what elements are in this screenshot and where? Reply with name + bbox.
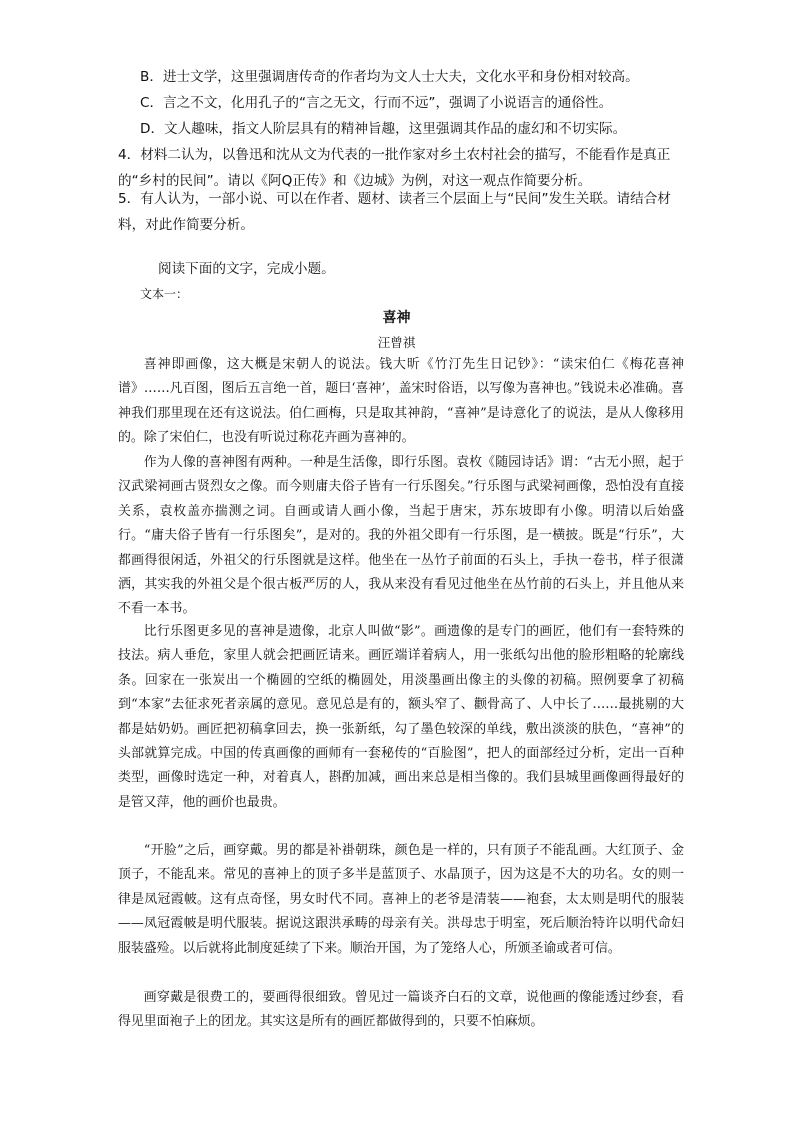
article-author: 汪曾祺 xyxy=(377,335,416,350)
paragraph-5: 画穿戴是很费工的，要画得很细致。曾见过一篇谈齐白石的文章，说他画的像能透过纱套，看得见里面袍子上的团龙。其实这是所有的画匠都做得到的，只要不怕麻烦。 xyxy=(118,990,684,1030)
paragraph-1: 喜神即画像，这大概是宋朝人的说法。钱大昕《竹汀先生日记钞》：“读宋伯仁《梅花喜神谱》……凡百图，图后五言绝一首，题曰‘喜神’，盖宋时俗语，以写像为喜神也。”钱说未必准确。喜神我们那里现在还有这说法。伯仁画梅，只是取其神韵，“喜神”是诗意化了的说法，是从人像移用的。除了宋伯仁，也没有听说过称花卉画为喜神的。 xyxy=(118,357,684,446)
option-d: D．文人趣味，指文人阶层具有的精神旨趣，这里强调其作品的虚幻和不切实际。 xyxy=(140,121,627,137)
option-b: B．进士文学，这里强调唐传奇的作者均为文人士大夫，文化水平和身份相对较高。 xyxy=(140,69,639,85)
question-5: 5．有人认为，一部小说、可以在作者、题材、读者三个层面上与“民间”发生关联。请结合材料，对此作简要分析。 xyxy=(118,191,671,233)
paragraph-3: 比行乐图更多见的喜神是遗像，北京人叫做“影”。画遗像的是专门的画匠，他们有一套特殊的技法。病人垂危，家里人就会把画匠请来。画匠端详着病人，用一张纸勾出他的脸形粗略的轮廓线条。回家在一张炭出一个椭圆的空纸的椭圆处，用淡墨画出像主的头像的初稿。照例要拿了初稿到“本家”去征求死者亲属的意见。意见总是有的，额头窄了、颧骨高了、人中长了……最挑剔的大都是姑奶奶。画匠把初稿拿回去，换一张新纸，勾了墨色较深的单线，敷出淡淡的肤色，“喜神”的头部就算完成。中国的传真画像的画师有一套秘传的“百脸图”，把人的面部经过分析，定出一百种类型，画像时选定一种，对着真人，斟酌加减，画出来总是相当像的。我们县城里画像画得最好的是管又萍，他的画价也最贵。 xyxy=(118,624,684,810)
section-label: 文本一： xyxy=(140,287,189,301)
article-title: 喜神 xyxy=(382,310,411,326)
question-4: 4．材料二认为，以鲁迅和沈从文为代表的一批作家对乡土农村社会的描写，不能看作是真正的“乡村的民间”。请以《阿Q正传》和《边城》为例，对这一观点作简要分析。 xyxy=(118,147,671,189)
reading-instruction: 阅读下面的文字，完成小题。 xyxy=(158,261,335,277)
paragraph-4: “开脸”之后，画穿戴。男的都是补褂朝珠，颜色是一样的，只有顶子不能乱画。大红顶子、金顶子，不能乱来。常见的喜神上的顶子多半是蓝顶子、水晶顶子，因为这是不大的功名。女的则一律是凤冠霞帔。这有点奇怪，男女时代不同。喜神上的老爷是清装——袍套，太太则是明代的服装——凤冠霞帔是明代服装。据说这跟洪承畴的母亲有关。洪母忠于明室，死后顺治特许以明代命妇服装盛殓。以后就将此制度延续了下来。顺治开国，为了笼络人心，所颁圣谕或者可信。 xyxy=(118,843,684,956)
option-c: C．言之不文，化用孔子的“言之无文，行而不远”，强调了小说语言的通俗性。 xyxy=(140,95,613,111)
paragraph-2: 作为人像的喜神图有两种。一种是生活像，即行乐图。袁枚《随园诗话》谓：“古无小照，起于汉武梁祠画古贤烈女之像。而今则庸夫俗子皆有一行乐图矣。”行乐图与武梁祠画像，恐怕没有直接关系，袁枚盖亦揣测之词。自画或请人画小像，当起于唐宋，苏东坡即有小像。明清以后始盛行。“庸夫俗子皆有一行乐图矣”，是对的。我的外祖父即有一行乐图，是一横披。既是“行乐”，大都画得很闲适，外祖父的行乐图就是这样。他坐在一丛竹子前面的石头上，手执一卷书，样子很潇洒，其实我的外祖父是个很古板严厉的人，我从来没有看见过他坐在丛竹前的石头上，并且他从来不看一本书。 xyxy=(118,455,684,617)
